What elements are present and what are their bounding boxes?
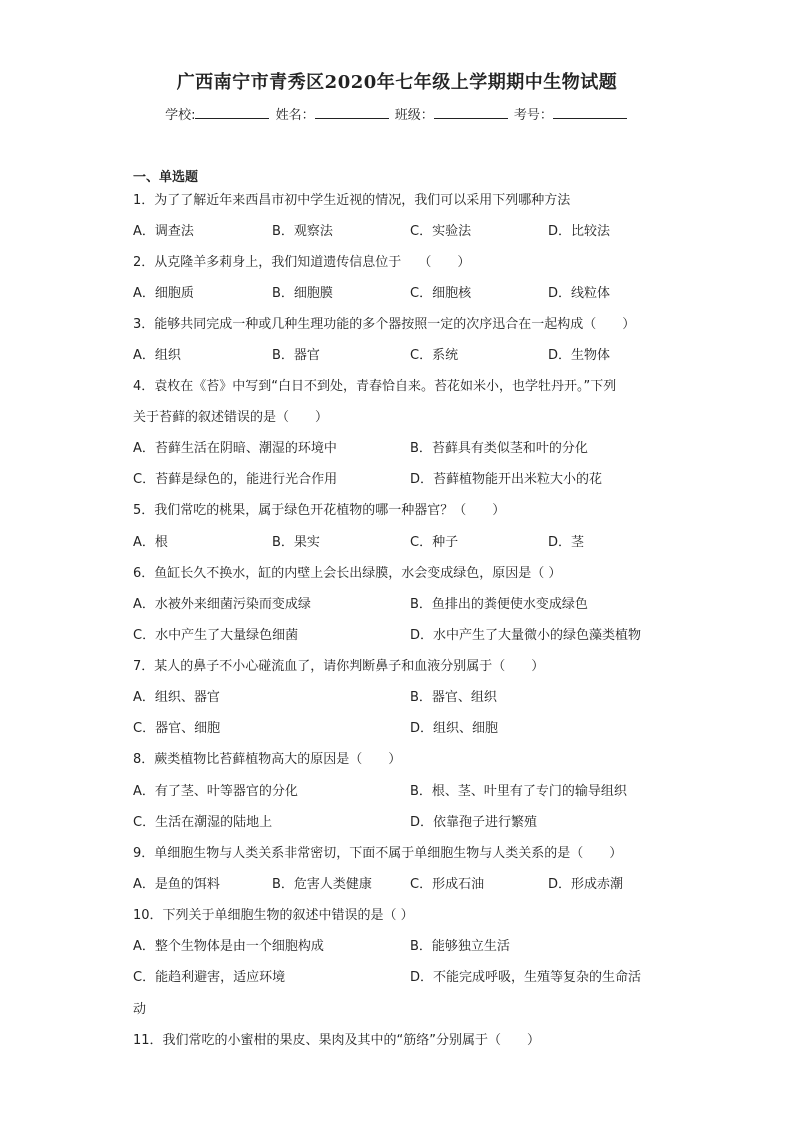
question-stem: 5．我们常吃的桃果，属于绿色开花植物的哪一种器官？（ ） bbox=[133, 503, 506, 518]
option: C．系统 bbox=[410, 348, 459, 363]
school-blank[interactable] bbox=[195, 106, 269, 119]
option: B．细胞膜 bbox=[272, 286, 333, 301]
option: B．鱼排出的粪便使水变成绿色 bbox=[410, 597, 588, 612]
option: A．细胞质 bbox=[133, 286, 194, 301]
option: B．危害人类健康 bbox=[272, 877, 372, 892]
option: C．能趋利避害，适应环境 bbox=[133, 970, 286, 985]
question-stem: 4．袁枚在《苔》中写到“白日不到处，青春恰自来。苔花如米小，也学牡丹开。”下列 bbox=[133, 379, 617, 394]
question-stem: 11．我们常吃的小蜜柑的果皮、果肉及其中的“筋络”分别属于（ ） bbox=[133, 1033, 541, 1048]
option: B．能够独立生活 bbox=[410, 939, 510, 954]
option: B．观察法 bbox=[272, 224, 333, 239]
option: A．组织 bbox=[133, 348, 181, 363]
class-blank[interactable] bbox=[434, 106, 508, 119]
option: D．不能完成呼吸，生殖等复杂的生命活 bbox=[410, 970, 642, 985]
school-label: 学校: bbox=[165, 108, 196, 123]
option: B．根、茎、叶里有了专门的输导组织 bbox=[410, 784, 627, 799]
name-label: 姓名： bbox=[275, 108, 315, 123]
question-stem: 8．蕨类植物比苔藓植物高大的原因是（ ） bbox=[133, 752, 402, 767]
question-stem: 3．能够共同完成一种或几种生理功能的多个器按照一定的次序迅合在一起构成（ ） bbox=[133, 317, 636, 332]
option: A．苔藓生活在阴暗、潮湿的环境中 bbox=[133, 441, 337, 456]
option: C．生活在潮湿的陆地上 bbox=[133, 815, 273, 830]
option: B．果实 bbox=[272, 535, 320, 550]
option: D．茎 bbox=[548, 535, 585, 550]
option: C．形成石油 bbox=[410, 877, 485, 892]
question-stem: 2．从克隆羊多莉身上，我们知道遗传信息位于 （ ） bbox=[133, 255, 471, 270]
option: D．水中产生了大量微小的绿色藻类植物 bbox=[410, 628, 642, 643]
option: A．根 bbox=[133, 535, 168, 550]
option: A．整个生物体是由一个细胞构成 bbox=[133, 939, 324, 954]
option: D．形成赤潮 bbox=[548, 877, 624, 892]
option: A．调查法 bbox=[133, 224, 194, 239]
option: C．种子 bbox=[410, 535, 459, 550]
option: D．依靠孢子进行繁殖 bbox=[410, 815, 538, 830]
option: B．苔藓具有类似茎和叶的分化 bbox=[410, 441, 588, 456]
option: D．生物体 bbox=[548, 348, 611, 363]
option: C．水中产生了大量绿色细菌 bbox=[133, 628, 299, 643]
option: D．线粒体 bbox=[548, 286, 611, 301]
question-stem: 9．单细胞生物与人类关系非常密切，下面不属于单细胞生物与人类关系的是（ ） bbox=[133, 846, 623, 861]
question-stem: 1．为了了解近年来西昌市初中学生近视的情况，我们可以采用下列哪种方法 bbox=[133, 193, 571, 208]
option: A．组织、器官 bbox=[133, 690, 220, 705]
name-blank[interactable] bbox=[315, 106, 389, 119]
exam-number-blank[interactable] bbox=[553, 106, 627, 119]
class-label: 班级： bbox=[394, 108, 434, 123]
option: B．器官 bbox=[272, 348, 320, 363]
option: A．水被外来细菌污染而变成绿 bbox=[133, 597, 311, 612]
option: D．苔藓植物能开出米粒大小的花 bbox=[410, 472, 603, 487]
exam-title: 广西南宁市青秀区2020年七年级上学期期中生物试题 bbox=[176, 72, 618, 93]
question-stem: 10．下列关于单细胞生物的叙述中错误的是（ ） bbox=[133, 908, 414, 923]
section-heading: 一、单选题 bbox=[133, 170, 199, 185]
option: C．实验法 bbox=[410, 224, 472, 239]
option: D．比较法 bbox=[548, 224, 611, 239]
exam-number-label: 考号： bbox=[513, 108, 553, 123]
option: C．苔藓是绿色的，能进行光合作用 bbox=[133, 472, 338, 487]
option: A．有了茎、叶等器官的分化 bbox=[133, 784, 298, 799]
question-stem-continued: 关于苔藓的叙述错误的是（ ） bbox=[133, 410, 329, 425]
question-stem: 6．鱼缸长久不换水，缸的内壁上会长出绿膜，水会变成绿色，原因是（ ） bbox=[133, 566, 562, 581]
option-wrap: 动 bbox=[133, 1002, 147, 1017]
option: C．器官、细胞 bbox=[133, 721, 221, 736]
option: B．器官、组织 bbox=[410, 690, 497, 705]
option: A．是鱼的饵料 bbox=[133, 877, 220, 892]
option: C．细胞核 bbox=[410, 286, 472, 301]
question-stem: 7．某人的鼻子不小心碰流血了，请你判断鼻子和血液分别属于（ ） bbox=[133, 659, 545, 674]
student-info-row bbox=[0, 104, 794, 123]
option: D．组织、细胞 bbox=[410, 721, 499, 736]
